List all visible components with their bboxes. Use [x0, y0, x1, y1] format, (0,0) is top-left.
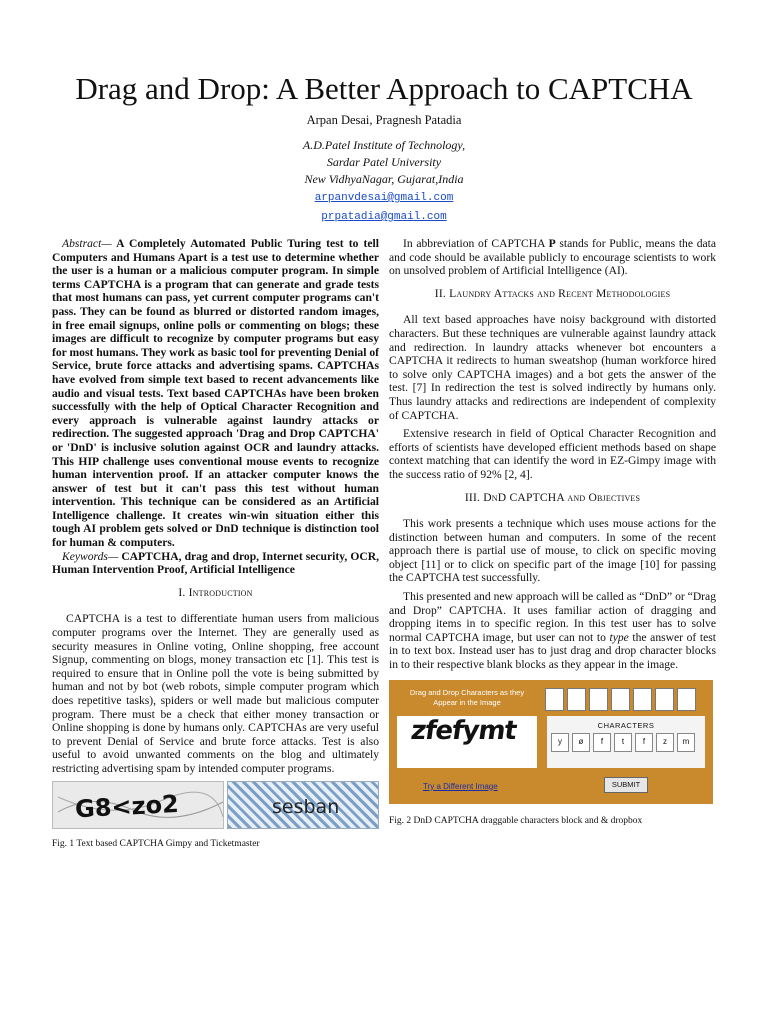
dnd-paragraph: [389, 590, 716, 672]
character-block[interactable]: ø: [572, 733, 590, 752]
figure-2-caption: Fig. 2 DnD CAPTCHA draggable characters block and & dropbox: [389, 815, 643, 826]
drop-box-row: [545, 688, 696, 711]
email-link-arpan[interactable]: arpanvdesai@gmail.com: [314, 192, 454, 204]
drop-box[interactable]: [545, 688, 564, 711]
drop-box[interactable]: [633, 688, 652, 711]
section-heading-introduction: I. Introduction: [178, 585, 253, 599]
public-paragraph-text: In abbreviation of CAPTCHA: [403, 237, 549, 250]
dnd-captcha-text: zfefymt: [409, 715, 519, 746]
public-paragraph-text: stands for Public, means the data and code should be available publicly to encourage scientists to work on unsolved problem of Artificial Intelligence (AI).: [389, 237, 716, 278]
keywords-lead: Keywords—: [62, 549, 119, 563]
author-affiliation: [0, 137, 768, 226]
ticketmaster-captcha-image: [227, 781, 379, 829]
characters-panel: [547, 716, 705, 768]
character-block[interactable]: z: [656, 733, 674, 752]
character-block[interactable]: m: [677, 733, 695, 752]
figure-1-caption: Fig. 1 Text based CAPTCHA Gimpy and Ticketmaster: [52, 838, 260, 849]
right-column: [389, 237, 716, 828]
characters-label: CHARACTERS: [597, 720, 655, 730]
abstract: [52, 237, 379, 550]
paper-authors: Arpan Desai, Pragnesh Patadia: [306, 113, 462, 127]
keywords: [52, 550, 379, 577]
section-heading-laundry-attacks: II. Laundry Attacks and Recent Methodologies: [434, 286, 671, 300]
drop-box[interactable]: [677, 688, 696, 711]
dnd-instruction: Drag and Drop Characters as they Appear in the Image: [409, 687, 525, 707]
drop-box[interactable]: [611, 688, 630, 711]
laundry-paragraph: All text based approaches have noisy background with distorted characters. But these techniques are vulnerable against laundry attack and redirection. In laundry attacks whenever bot encounters a CAPTCHA it redirects to human sweatshop (human workforce hired to solve only CAPTCHA images) and a bot gets the answer of the test. [7] In redirection the test is solved indirectly by humans only. Thus laundry attacks and redirections are independent of complexity of CAPTCHA.: [389, 313, 716, 422]
intro-paragraph: CAPTCHA is a test to differentiate human users from malicious computer programs over the Internet. They are generally used as security measures in Online voting, Online shopping, free account Signup, commenting on blogs, money transaction etc [1]. This test is required to ensure that in Online poll the vote is being submitted by human and not by bot (web robots, simple computer program which does repetitive tasks), spiders or well made but malicious computer program. There must be a check that either money transaction or Online shopping is done by humans only. CAPTCHAs are very useful to prevent Denial of Service and brute force attacks. Test is also useful to avoid unwanted comments on the blog and ultimately restricting advertising spam by intended computer programs.: [52, 612, 379, 775]
section-heading-dnd-captcha: III. DnD CAPTCHA and Objectives: [464, 490, 641, 504]
figure-2-dnd-captcha: [389, 680, 713, 804]
email-link-pragnesh[interactable]: prpatadia@gmail.com: [321, 211, 447, 223]
ticketmaster-captcha-text: sesban: [271, 795, 340, 818]
affiliation-line: New VidhyaNagar, Gujarat,India: [304, 172, 464, 186]
dnd-paragraph-text: the answer of test in to text box. Instead user has to just drag and drop character blocks in to their respective blank blocks as they appear in the image.: [389, 630, 716, 672]
affiliation-line: A.D.Patel Institute of Technology,: [302, 138, 466, 152]
dnd-paragraph-emphasis: type: [609, 630, 629, 644]
affiliation-line: Sardar Patel University: [326, 155, 442, 169]
abstract-text: A Completely Automated Public Turing test to tell Computers and Humans Apart is a test use to determine whether the user is a human or a malicious computer program. In simple terms CAPTCHA is a program that can generate and grade tests that most humans can pass, yet current computer programs can't pass. They can be found as blurred or distorted random images, in free email signups, online polls or commenting on blogs; these images are difficult to recognize by computer programs but easy for most humans. They work as basic tool for preventing Denial of Service, brute force attacks and advertising spams. CAPTCHAs have evolved from simple text based to recent advancements like audio and visual tests. Text based CAPTCHAs have been broken successfully with the help of Optical Character Recognition and every approach is vulnerable against laundry attacks or redirection. The suggested approach 'Drag and Drop CAPTCHA' or 'DnD' is inclusive solution against OCR and laundry attacks. This HIP challenge uses conventional mouse events to recognize human intervention proof. If an attacker computer knows the answer of test but it can't pass this test without human intervention. This technique can be considered as an Artificial Intelligence challenge. It creates win-win situation either this tough AI problem gets solved or DnD technique is distinction tool for human & computers.: [52, 237, 380, 550]
ocr-paragraph: Extensive research in field of Optical Character Recognition and efforts of scientists have developed efficient methods based on shape context matching that can identify the word in EZ-Gimpy image with the success ratio of 92% [2, 4].: [389, 427, 716, 481]
gimpy-captcha-image: [52, 781, 224, 829]
mouse-actions-paragraph: This work presents a technique which uses mouse actions for the distinction between human and computers. In some of the recent approach there is partial use of mouse, to click on specific moving object [11] or to click on specific part of the image [10] for passing the CAPTCHA test successfully.: [389, 517, 716, 585]
public-paragraph-bold: P: [548, 237, 556, 250]
character-block[interactable]: t: [614, 733, 632, 752]
drop-box[interactable]: [655, 688, 674, 711]
character-block-row: [551, 733, 695, 752]
gimpy-captcha-text: G8<zo2: [74, 789, 180, 823]
character-block[interactable]: f: [593, 733, 611, 752]
drop-box[interactable]: [567, 688, 586, 711]
paper-title: Drag and Drop: A Better Approach to CAPTCHA: [75, 71, 693, 106]
public-paragraph: [389, 237, 716, 278]
abstract-lead: Abstract—: [62, 237, 112, 250]
try-different-image-link[interactable]: Try a Different Image: [423, 781, 498, 791]
submit-button[interactable]: SUBMIT: [604, 777, 648, 793]
character-block[interactable]: y: [551, 733, 569, 752]
figure-1: [52, 781, 379, 827]
keywords-text: CAPTCHA, drag and drop, Internet security, OCR, Human Intervention Proof, Artificial Intelligence: [52, 549, 379, 577]
dnd-paragraph-text: This presented and new approach will be called as “DnD” or “Drag and Drop” CAPTCHA. It uses familiar action of dragging and dropping items in to specific region. In this test user has to solve normal CAPTCHA image, but user can not to: [389, 590, 716, 644]
left-column: [52, 237, 379, 851]
drop-box[interactable]: [589, 688, 608, 711]
character-block[interactable]: f: [635, 733, 653, 752]
dnd-captcha-image: [397, 716, 537, 768]
